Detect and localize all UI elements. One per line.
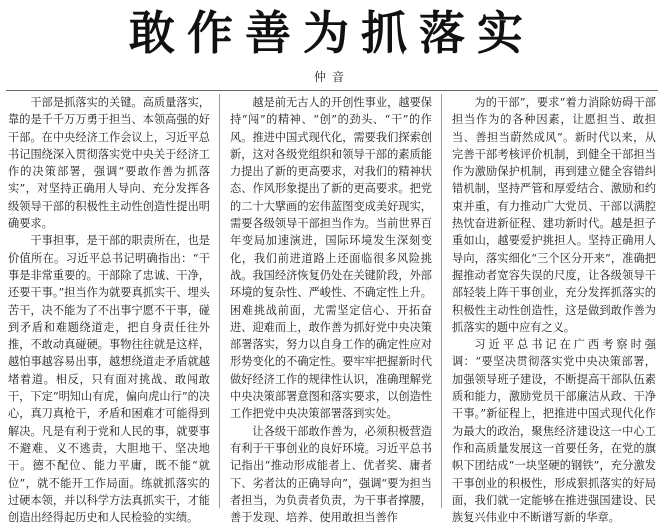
article-column-2	[230, 94, 432, 525]
paragraph: 让各级干部敢作善为，必须积极营造有利于干事创业的良好环境。习近平总书记指出“推动形成能者上、优者奖、庸者下、劣者汰的正确导向”，强调“要为担当者担当，为负责者负责，为干事者撑腰，善于发现、培养、使用敢担当善作	[230, 424, 432, 525]
paragraph: 越是前无古人的开创性事业，越要保持“闯”的精神、“创”的劲头、“干”的作风。推进中国式现代化，需要我们探索创新，这对各级党组织和领导干部的素质能力提出了新的更高要求，对我们的精神状态、作风形象提出了新的更高要求。把党的二十大擘画的宏伟蓝图变成美好现实，需要各级领导干部担当作为。当前世界百年变局加速演进，国际环境发生深刻变化，我们前进道路上还面临很多风险挑战。我国经济恢复仍处在关键阶段，外部环境的复杂性、严峻性、不确定性上升。困难挑战前面，尤需坚定信心、开拓奋进、迎难而上，敢作善为抓好党中央决策部署落实，努力以自身工作的确定性应对形势变化的不确定性。要牢牢把握新时代做好经济工作的规律性认识，准确理解党中央决策部署意图和落实要求，以创造性工作把党中央决策部署落到实处。	[230, 96, 432, 421]
headline-divider	[6, 90, 658, 91]
article-byline: 仲音	[313, 70, 350, 84]
article-headline: 敢作善为抓落实	[129, 6, 535, 60]
column-divider	[441, 94, 442, 508]
paragraph: 干事担事，是干部的职责所在，也是价值所在。习近平总书记明确指出：“干事是非常重要的。干部除了忠诚、干净，还要干事。”担当作为就要真抓实干、埋头苦干，决不能为了不出事宁愿不干事，碰到矛盾和难题绕道走，把自身责任往外推，不敢动真碰硬。事物往往就是这样，越怕事越容易出事，越想绕道走矛盾就越堵着道。相反，只有面对挑战、敢闯敢干，下定“明知山有虎，偏向虎山行”的决心，真刀真枪干，矛盾和困难才可能得到解决。凡是有利于党和人民的事，就要事不避难、义不逃责，大胆地干、坚决地干。德不配位、能力平庸，既不能“就位”，就不能开工作局面。练就抓落实的过硬本领，并以科学方法真抓实干，才能创造出经得起历史和人民检验的实绩。	[8, 234, 210, 525]
article-column-3	[452, 94, 656, 525]
paragraph: 干部是抓落实的关键。高质量落实，靠的是千千万万勇于担当、本领高强的好干部。在中央经济工作会议上，习近平总书记围绕深入贯彻落实党中央关于经济工作的决策部署，强调“要敢作善为抓落实”，对坚持正确用人导向、充分发挥各级领导干部的积极性主动性创造性提出明确要求。	[8, 96, 210, 231]
column-divider	[219, 94, 220, 508]
paragraph: 为的干部”，要求“着力消除妨碍干部担当作为的各种因素，让愿担当、敢担当、善担当蔚然成风”。新时代以来，从完善干部考核评价机制，到健全干部担当作为激励保护机制，再到建立健全容错纠错机制，坚持严管和厚爱结合、激励和约束并重，有力推动广大党员、干部以满腔热忱奋进新征程、建功新时代。越是担子重如山，越要爱护挑担人。坚持正确用人导向，落实细化“三个区分开来”，准确把握推动者宽容失误的尺度，让各级领导干部轻装上阵干事创业，充分发挥抓落实的积极性主动性创造性，这是做到敢作善为抓落实的题中应有之义。	[452, 96, 656, 334]
article-column-1	[8, 94, 210, 525]
paragraph: 习近平总书记在广西考察时强调：“要坚决贯彻落实党中央决策部署，加强领导班子建设，不断提高干部队伍素质和能力，激励党员干部廉洁从政、干净干事。”新征程上，把推进中国式现代化作为最大的政治，聚焦经济建设这一中心工作和高质量发展这一首要任务，在党的旗帜下团结成“一块坚硬的钢铁”，充分激发干事创业的积极性，形成狠抓落实的好局面，我们就一定能够在推进强国建设、民族复兴伟业中不断谱写新的华章。	[452, 338, 656, 525]
